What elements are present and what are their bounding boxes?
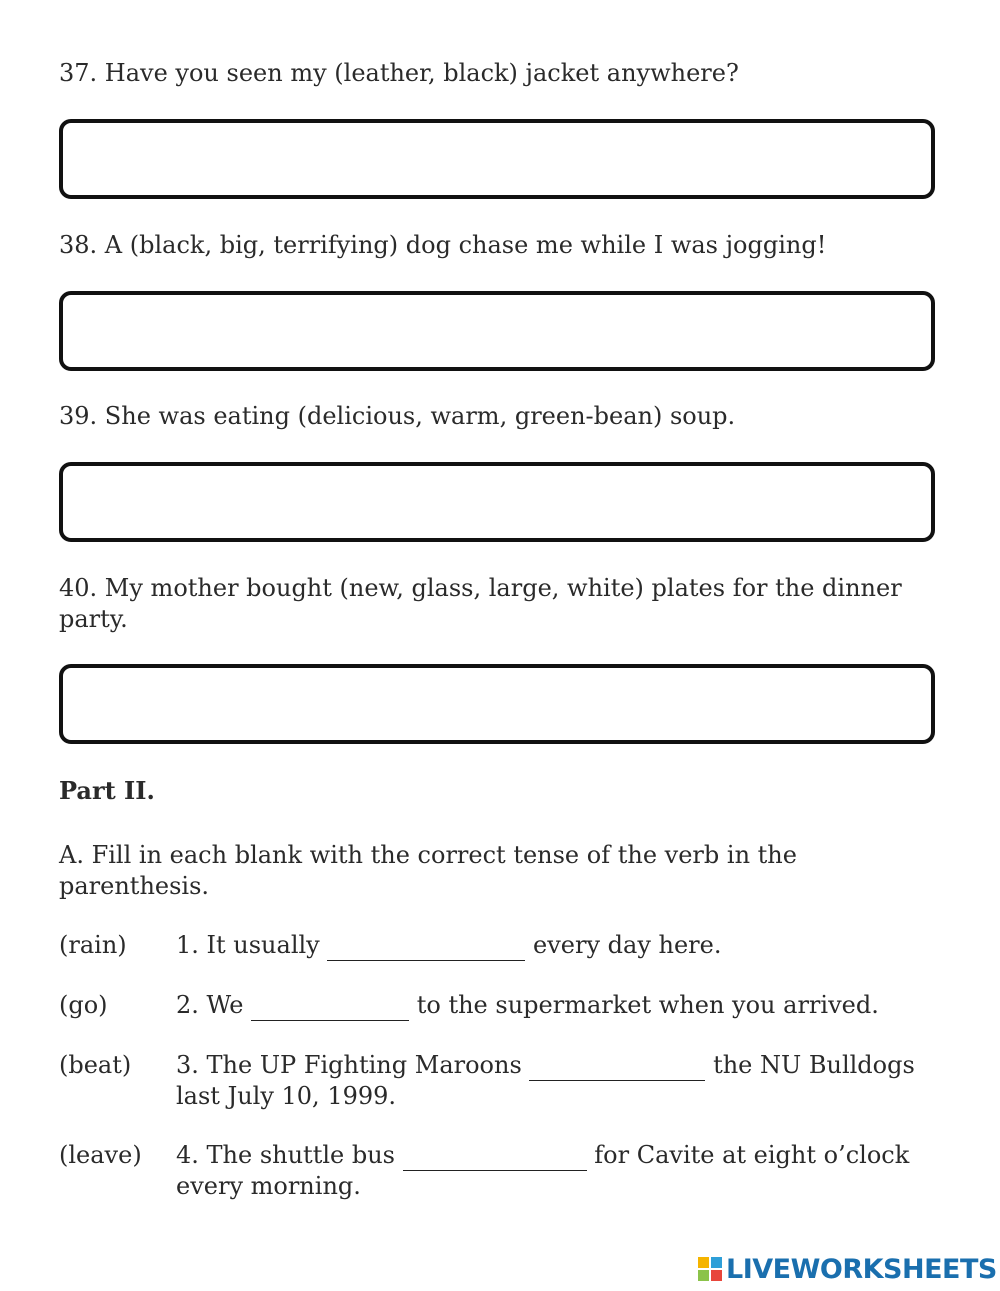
sentence-2 bbox=[176, 990, 936, 1021]
verb-hint-4: (leave) bbox=[59, 1141, 142, 1169]
logo-text: LIVEWORKSHEETS bbox=[726, 1253, 997, 1285]
sentence-4-before: 4. The shuttle bus bbox=[176, 1141, 395, 1169]
sentence-1 bbox=[176, 930, 936, 961]
logo-tile-yellow bbox=[698, 1257, 709, 1268]
sentence-3-before: 3. The UP Fighting Maroons bbox=[176, 1051, 522, 1079]
verb-hint-1: (rain) bbox=[59, 931, 127, 959]
answer-input-40[interactable] bbox=[63, 668, 931, 740]
answer-box-39[interactable] bbox=[59, 462, 935, 542]
sentence-1-after: every day here. bbox=[533, 931, 722, 959]
sentence-3-after: the NU Bulldogs last July 10, 1999. bbox=[176, 1051, 915, 1110]
logo-tile-blue bbox=[711, 1257, 722, 1268]
logo-tile-green bbox=[698, 1270, 709, 1281]
verb-hint-3: (beat) bbox=[59, 1051, 132, 1079]
question-40-text: 40. My mother bought (new, glass, large, white) plates for the dinner party. bbox=[59, 574, 902, 633]
logo-tile-red bbox=[711, 1270, 722, 1281]
liveworksheets-logo bbox=[698, 1252, 997, 1286]
sentence-2-before: 2. We bbox=[176, 991, 244, 1019]
verb-hint-2: (go) bbox=[59, 991, 108, 1019]
blank-input-1[interactable] bbox=[327, 934, 525, 961]
sentence-4-after: for Cavite at eight o’clock every morning. bbox=[176, 1141, 910, 1200]
sentence-3 bbox=[176, 1050, 936, 1111]
blank-input-4[interactable] bbox=[403, 1144, 587, 1171]
sentence-4 bbox=[176, 1140, 936, 1201]
question-37-text: 37. Have you seen my (leather, black) jacket anywhere? bbox=[59, 59, 739, 87]
sentence-2-after: to the supermarket when you arrived. bbox=[416, 991, 879, 1019]
question-38-text: 38. A (black, big, terrifying) dog chase me while I was jogging! bbox=[59, 231, 827, 259]
answer-input-37[interactable] bbox=[63, 123, 931, 195]
liveworksheets-logo-icon bbox=[698, 1257, 722, 1281]
blank-input-3[interactable] bbox=[529, 1054, 705, 1081]
answer-box-38[interactable] bbox=[59, 291, 935, 371]
question-39-text: 39. She was eating (delicious, warm, green-bean) soup. bbox=[59, 402, 736, 430]
sentence-1-before: 1. It usually bbox=[176, 931, 320, 959]
instruction-text: A. Fill in each blank with the correct tense of the verb in the parenthesis. bbox=[59, 841, 797, 900]
answer-box-40[interactable] bbox=[59, 664, 935, 744]
blank-input-2[interactable] bbox=[251, 994, 409, 1021]
answer-box-37[interactable] bbox=[59, 119, 935, 199]
part-title: Part II. bbox=[59, 776, 155, 805]
answer-input-38[interactable] bbox=[63, 295, 931, 367]
answer-input-39[interactable] bbox=[63, 466, 931, 538]
